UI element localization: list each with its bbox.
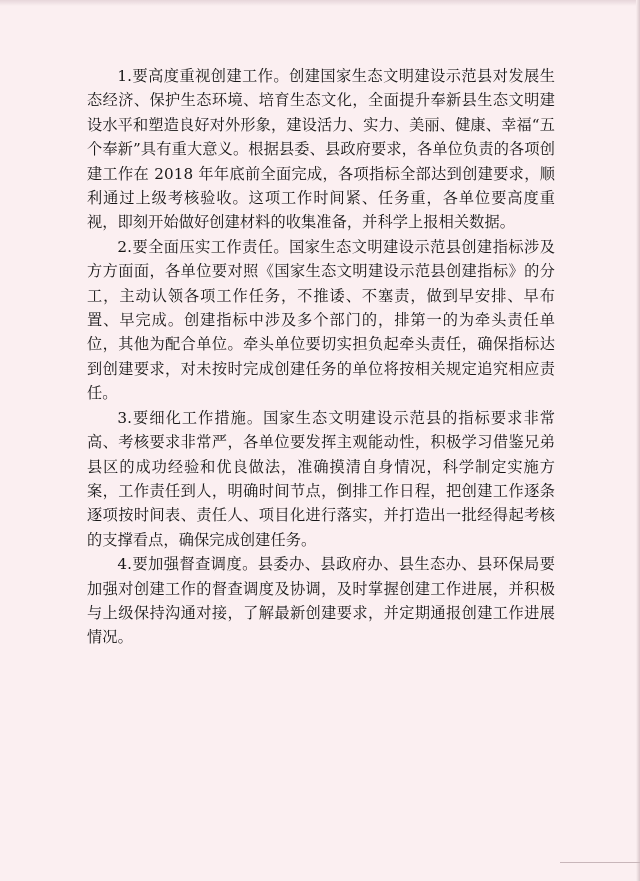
paragraph-4: 4.要加强督查调度。县委办、县政府办、县生态办、县环保局要加强对创建工作的督查调度及协调，及时掌握创建工作进展，并积极与上级保持沟通对接，了解最新创建要求，并定期通报创建工作进展情况。 (87, 555, 555, 647)
scan-top-edge (0, 0, 640, 6)
document-page (87, 64, 555, 650)
paragraph-1: 1.要高度重视创建工作。创建国家生态文明建设示范县对发展生态经济、保护生态环境、培育生态文化，全面提升奉新县生态文明建设水平和塑造良好对外形象，建设活力、实力、美丽、健康、幸福“五个奉新”具有重大意义。根据县委、县政府要求，各单位负责的各项创建工作在 2018 年年底前全面完成，各项指标全部达到创建要求，顺利通过上级考核验收。这项工作时间紧、任务重，各单位要高度重视，即刻开始做好创建材料的收集准备，并科学上报相关数据。 (87, 67, 555, 232)
scan-bottom-line (560, 862, 640, 863)
paragraph-3: 3.要细化工作措施。国家生态文明建设示范县的指标要求非常高、考核要求非常严，各单位要发挥主观能动性，积极学习借鉴兄弟县区的成功经验和优良做法，准确摸清自身情况，科学制定实施方案，工作责任到人，明确时间节点，倒排工作日程，把创建工作逐条逐项按时间表、责任人、项目化进行落实，并打造出一批经得起考核的支撑看点，确保完成创建任务。 (87, 408, 555, 549)
paragraph-2: 2.要全面压实工作责任。国家生态文明建设示范县创建指标涉及方方面面，各单位要对照《国家生态文明建设示范县创建指标》的分工，主动认领各项工作任务，不推诿、不塞责，做到早安排、早布置、早完成。创建指标中涉及多个部门的，排第一的为牵头责任单位，其他为配合单位。牵头单位要切实担负起牵头责任，确保指标达到创建要求，对未按时完成创建任务的单位将按相关规定追究相应责任。 (87, 237, 555, 403)
scan-right-edge (636, 0, 640, 881)
